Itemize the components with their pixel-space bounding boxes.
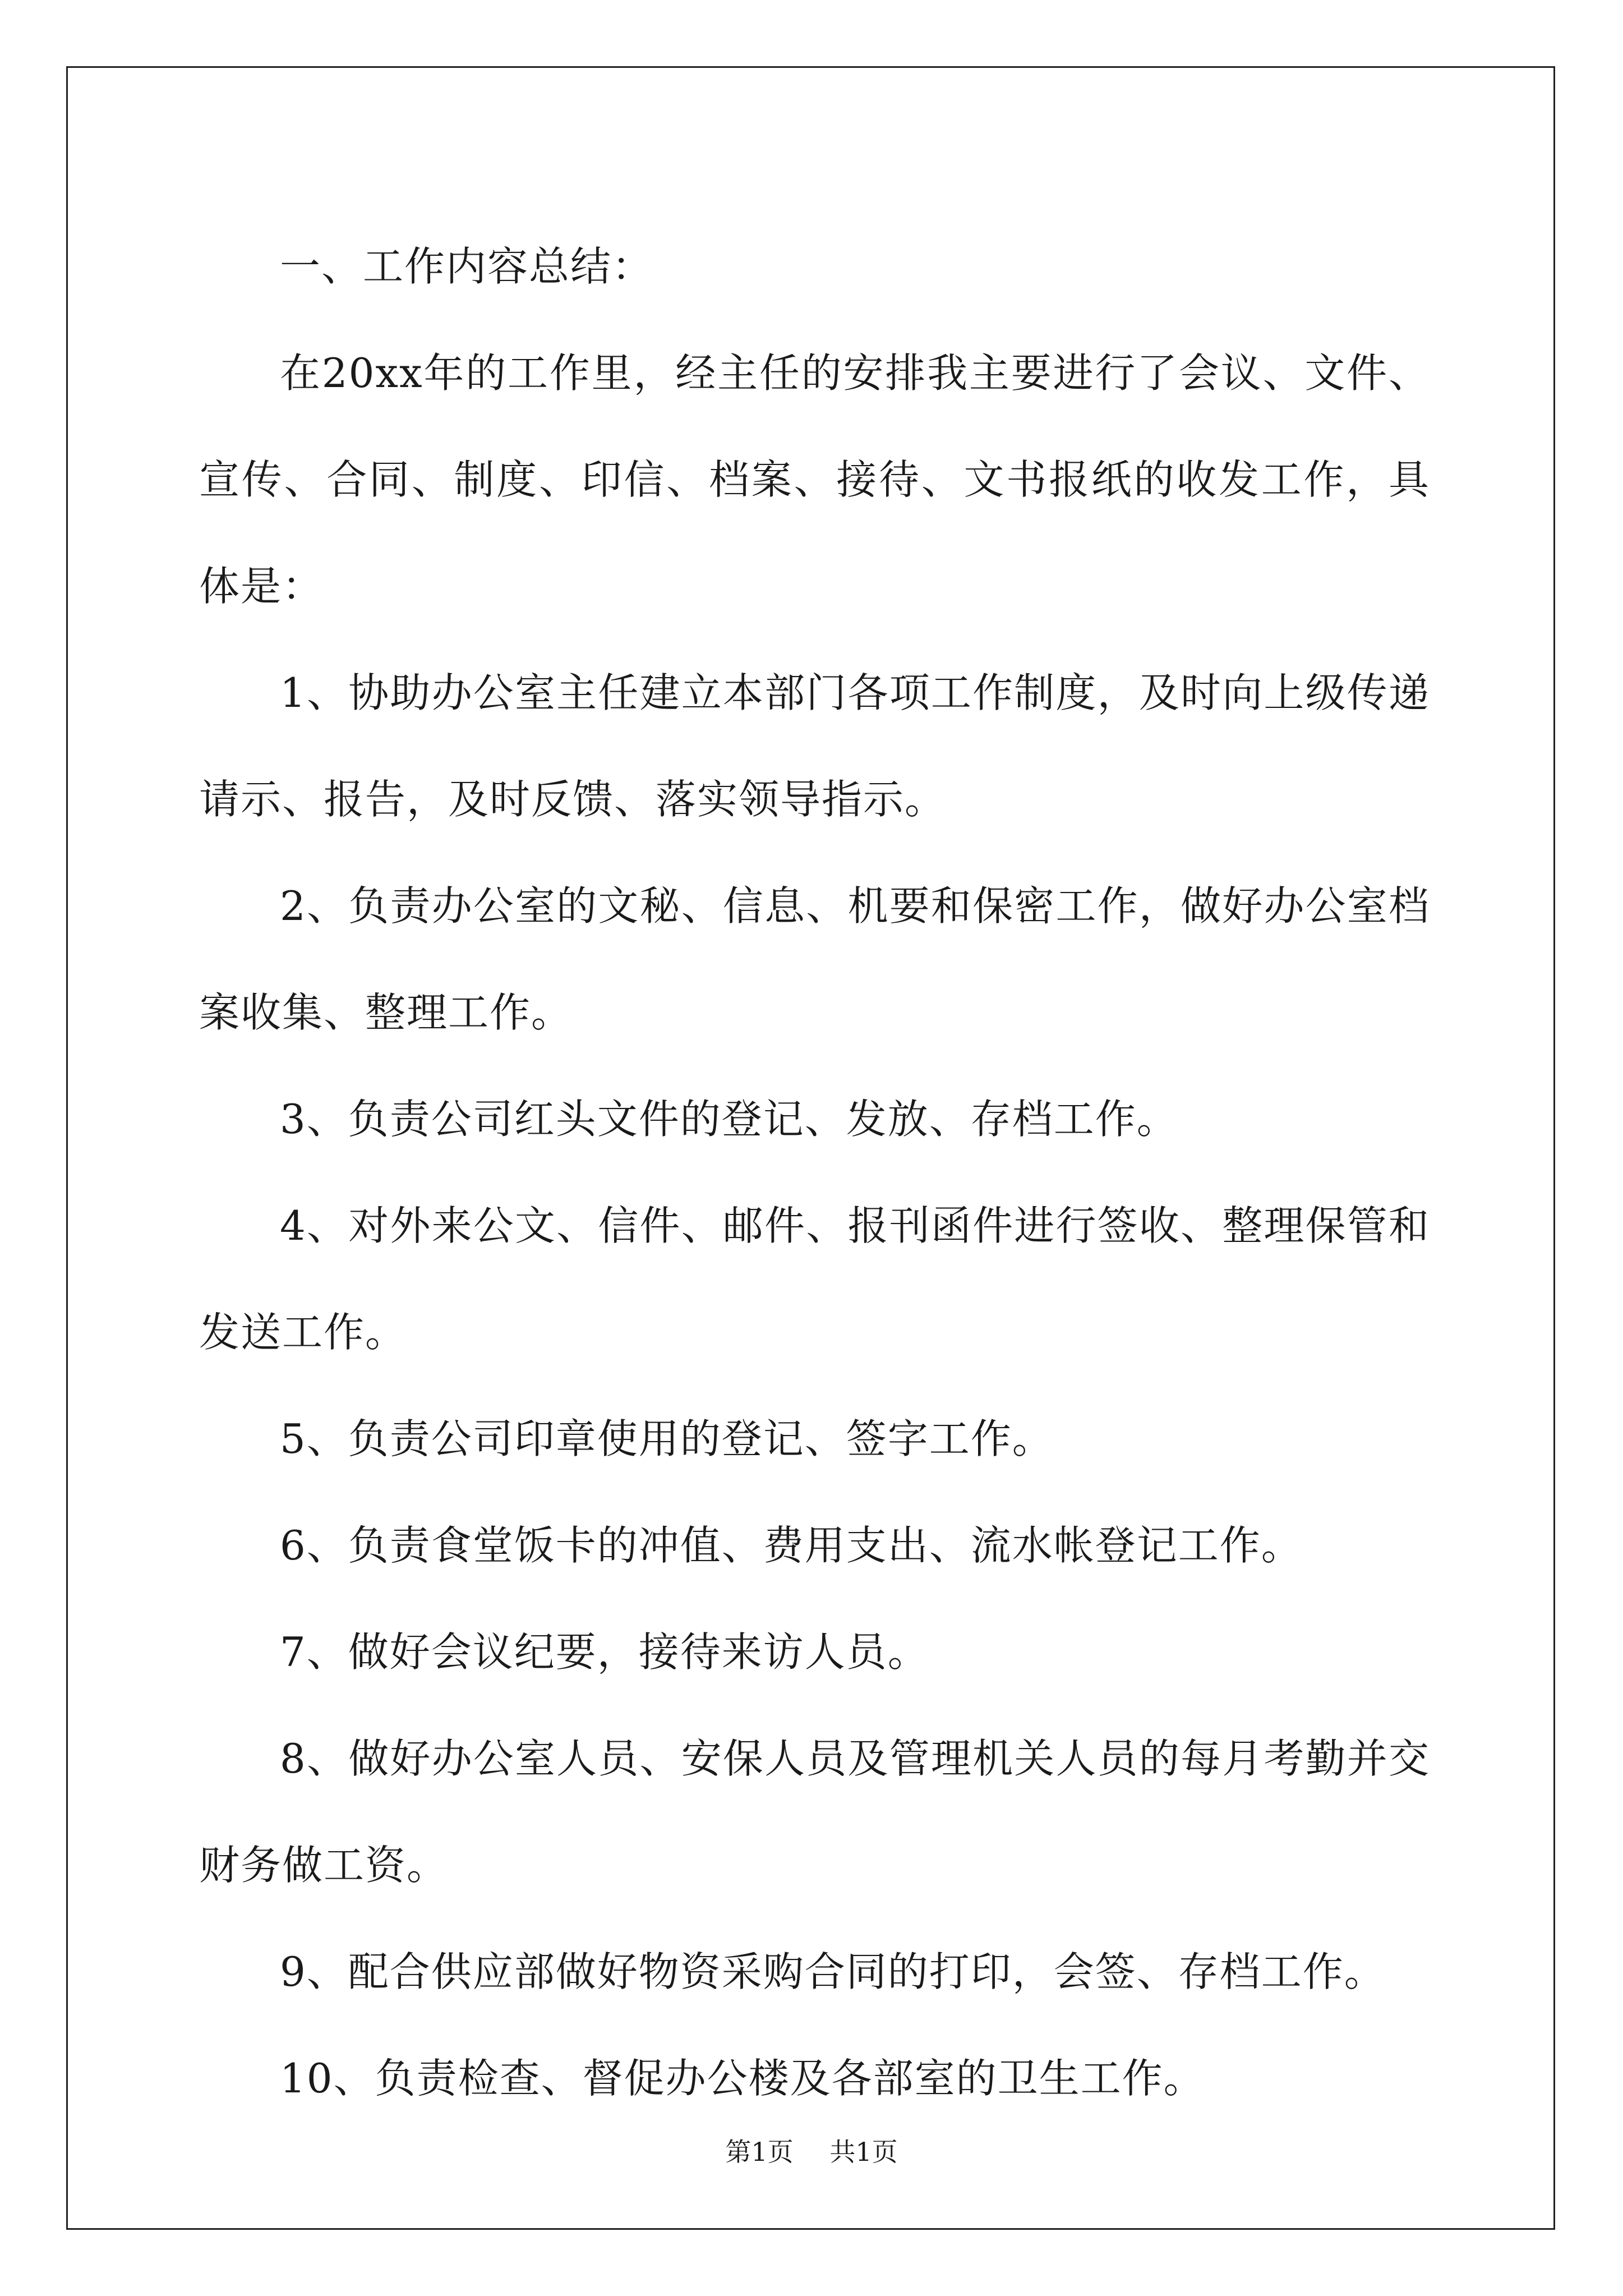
list-item: 10、负责检查、督促办公楼及各部室的卫生工作。: [280, 2055, 1205, 2102]
list-item: 6、负责食堂饭卡的冲值、费用支出、流水帐登记工作。: [280, 1522, 1303, 1569]
list-item: 3、负责公司红头文件的登记、发放、存档工作。: [280, 1096, 1178, 1143]
list-item: 2、负责办公室的文秘、信息、机要和保密工作，做好办公室档案收集、整理工作。: [199, 882, 1430, 1036]
list-item: 1、协助办公室主任建立本部门各项工作制度，及时向上级传递请示、报告，及时反馈、落实领导指示。: [199, 669, 1430, 823]
list-item: 8、做好办公室人员、安保人员及管理机关人员的每月考勤并交财务做工资。: [199, 1735, 1430, 1889]
section-heading: 一、工作内容总结：: [280, 243, 654, 290]
list-item: 5、负责公司印章使用的登记、签字工作。: [280, 1415, 1054, 1462]
page-number: 第1页: [725, 2137, 794, 2167]
list-item: 4、对外来公文、信件、邮件、报刊函件进行签收、整理保管和发送工作。: [199, 1202, 1430, 1356]
page-total: 共1页: [829, 2137, 898, 2167]
intro-paragraph: 在20xx年的工作里，经主任的安排我主要进行了会议、文件、宣传、合同、制度、印信、档案、接待、文书报纸的收发工作，具体是：: [199, 349, 1430, 610]
list-item: 7、做好会议纪要，接待来访人员。: [280, 1628, 929, 1676]
page-footer: [0, 2132, 1623, 2169]
document-body: [199, 213, 1430, 2132]
list-item: 9、配合供应部做好物资采购合同的打印，会签、存档工作。: [280, 1948, 1386, 1995]
